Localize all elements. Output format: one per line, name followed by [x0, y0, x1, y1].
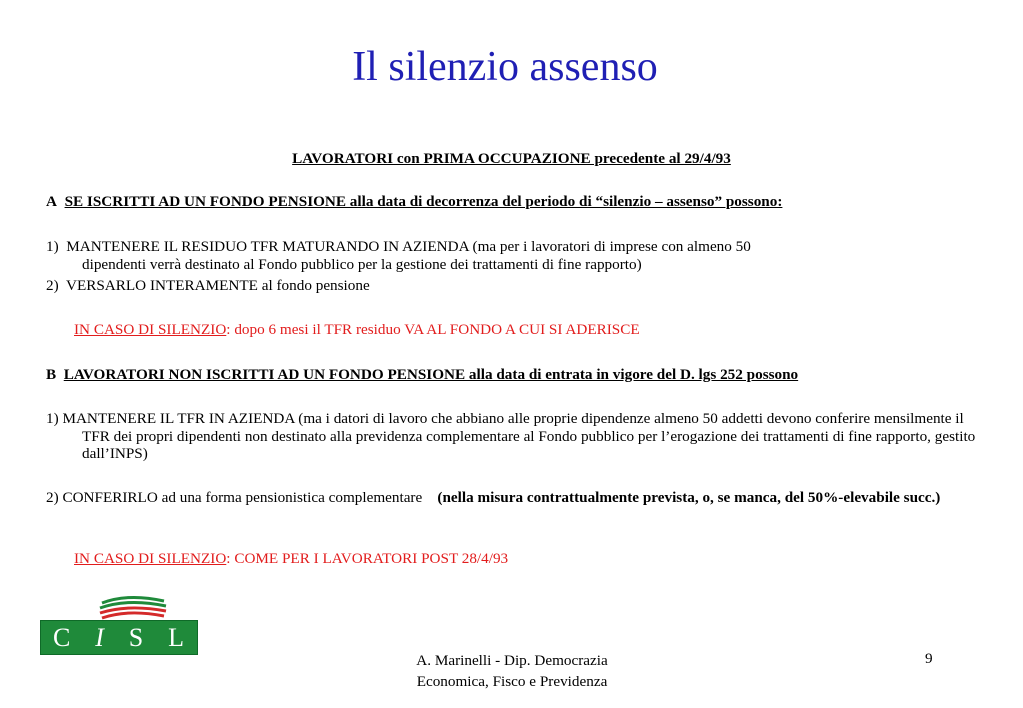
section-a-prefix: A: [46, 193, 57, 210]
silence-label: IN CASO DI SILENZIO: [74, 321, 227, 338]
section-b-item-1: [46, 410, 986, 463]
section-a-item-1: [46, 238, 986, 273]
section-b-silence-note: [74, 550, 508, 568]
item-number: 1): [46, 238, 59, 255]
footer-line-1: A. Marinelli - Dip. Democrazia: [416, 652, 608, 669]
section-a-item-2: [46, 277, 370, 295]
slide-title: Il silenzio assenso: [352, 44, 658, 90]
item-main-text: VERSARLO INTERAMENTE: [65, 277, 258, 294]
item-number: 2): [46, 277, 59, 294]
section-a-line: [46, 193, 782, 211]
logo-letter: C: [52, 622, 72, 652]
logo-letter: I: [95, 622, 105, 652]
item-rest-text: (ma per i lavoratori di imprese con almeno 50: [468, 238, 751, 255]
item-main-text: MANTENERE IL RESIDUO TFR MATURANDO IN AZIENDA: [66, 238, 469, 255]
page-number: 9: [925, 650, 933, 667]
logo-letter: L: [168, 622, 186, 652]
item-bold-text: (nella misura contrattualmente prevista, o, se manca, del 50%-elevabile succ.): [437, 489, 941, 506]
section-a-heading: LAVORATORI con PRIMA OCCUPAZIONE precedente al 29/4/93: [292, 150, 731, 167]
section-b-heading-text: LAVORATORI NON ISCRITTI AD UN FONDO PENSIONE alla data di entrata in vigore del D. lgs 252 possono: [63, 366, 799, 383]
section-b-item-2: [46, 489, 986, 507]
cisl-logo: [40, 595, 196, 653]
item-main-text: CONFERIRLO: [62, 489, 158, 506]
section-a-heading-text: SE ISCRITTI AD UN FONDO PENSIONE alla data di decorrenza del periodo di “silenzio – assenso” possono:: [64, 193, 783, 210]
flag-swoosh-icon: [98, 595, 168, 621]
section-a-silence-note: [74, 321, 640, 339]
item-number: 2): [46, 489, 59, 506]
logo-letter: S: [128, 622, 145, 652]
footer-author: [372, 650, 652, 692]
logo-letters: [40, 620, 198, 655]
item-main-text: MANTENERE IL TFR IN AZIENDA: [62, 410, 295, 427]
item-rest-text: al fondo pensione: [257, 277, 370, 294]
item-rest-text: (ma i datori di lavoro che abbiano alle proprie dipendenze almeno 50 addetti devono conferire mensilmente il TFR dei propri dipendenti non destinato alla previdenza complementare al Fondo pubblico per l’erogazione dei trattamenti di fine rapporto, gestito dall’INPS): [82, 410, 976, 462]
silence-text: : COME PER I LAVORATORI POST 28/4/93: [226, 550, 509, 567]
silence-label: IN CASO DI SILENZIO: [74, 550, 227, 567]
footer-line-2: Economica, Fisco e Previdenza: [416, 673, 608, 690]
item-continuation-text: dipendenti verrà destinato al Fondo pubblico per la gestione dei trattamenti di fine rapporto): [82, 255, 642, 273]
section-b-prefix: B: [46, 366, 57, 383]
section-b-line: [46, 366, 798, 384]
item-rest-text: ad una forma pensionistica complementare: [157, 489, 423, 506]
item-number: 1): [46, 410, 59, 427]
silence-text: : dopo 6 mesi il TFR residuo VA AL FONDO A CUI SI ADERISCE: [226, 321, 640, 338]
